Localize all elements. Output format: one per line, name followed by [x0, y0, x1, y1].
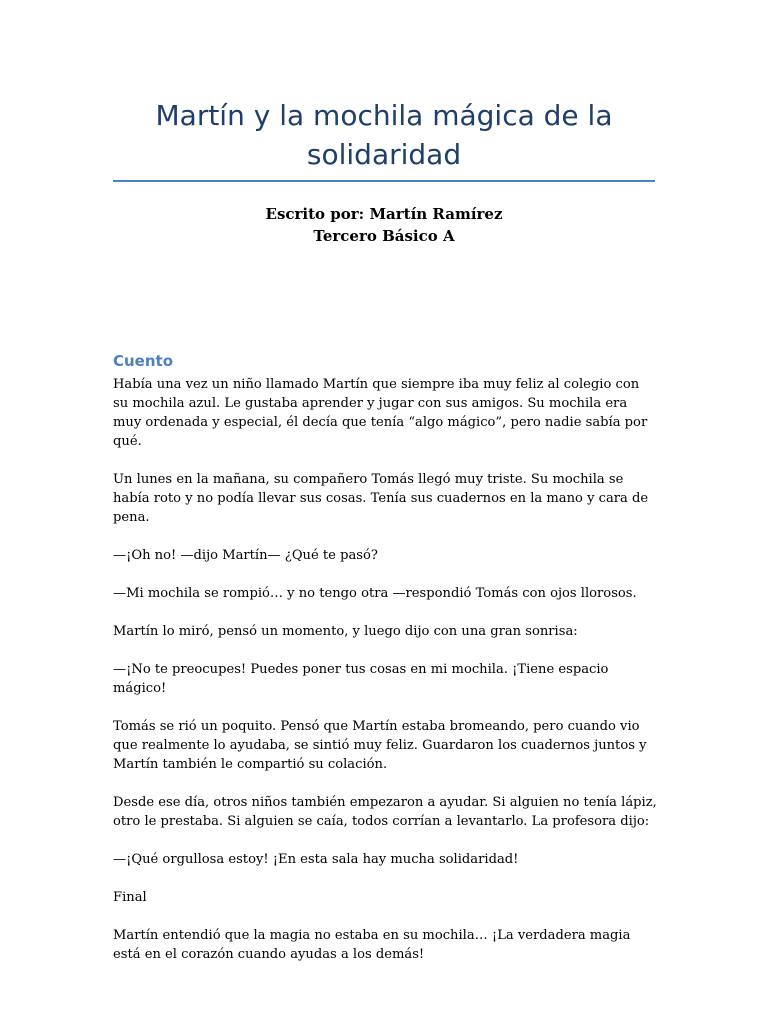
story-paragraph: Había una vez un niño llamado Martín que siempre iba muy feliz al colegio con su mochila azul. Le gustaba aprender y jugar con sus amigos. Su mochila era muy ordenada y especial, él decía que tenía “algo mágico”, pero nadie sabía por qué.	[113, 377, 648, 449]
story-paragraph: —Mi mochila se rompió… y no tengo otra —respondió Tomás con ojos llorosos.	[113, 586, 637, 601]
byline-author: Escrito por: Martín Ramírez	[265, 205, 503, 223]
story-body	[113, 375, 658, 983]
story-paragraph: —¡No te preocupes! Puedes poner tus cosas en mi mochila. ¡Tiene espacio mágico!	[113, 662, 609, 696]
story-paragraph: —¡Oh no! —dijo Martín— ¿Qué te pasó?	[113, 548, 378, 563]
byline-grade: Tercero Básico A	[313, 227, 455, 245]
title-underline-divider	[113, 180, 655, 182]
story-paragraph: Martín lo miró, pensó un momento, y luego dijo con una gran sonrisa:	[113, 624, 578, 639]
story-paragraph: Martín entendió que la magia no estaba en su mochila… ¡La verdadera magia está en el corazón cuando ayudas a los demás!	[113, 928, 631, 962]
story-paragraph: Desde ese día, otros niños también empezaron a ayudar. Si alguien no tenía lápiz, otro le prestaba. Si alguien se caía, todos corrían a levantarlo. La profesora dijo:	[113, 795, 657, 829]
story-paragraph: Un lunes en la mañana, su compañero Tomás llegó muy triste. Su mochila se había roto y no podía llevar sus cosas. Tenía sus cuadernos en la mano y cara de pena.	[113, 472, 649, 525]
story-paragraph: Tomás se rió un poquito. Pensó que Martín estaba bromeando, pero cuando vio que realmente lo ayudaba, se sintió muy feliz. Guardaron los cuadernos juntos y Martín también le compartió su colación.	[113, 719, 647, 772]
story-final-label: Final	[113, 890, 147, 905]
story-paragraph: —¡Qué orgullosa estoy! ¡En esta sala hay mucha solidaridad!	[113, 852, 519, 867]
byline	[113, 203, 655, 247]
document-title: Martín y la mochila mágica de la solidaridad	[155, 99, 613, 171]
section-heading: Cuento	[113, 352, 174, 370]
